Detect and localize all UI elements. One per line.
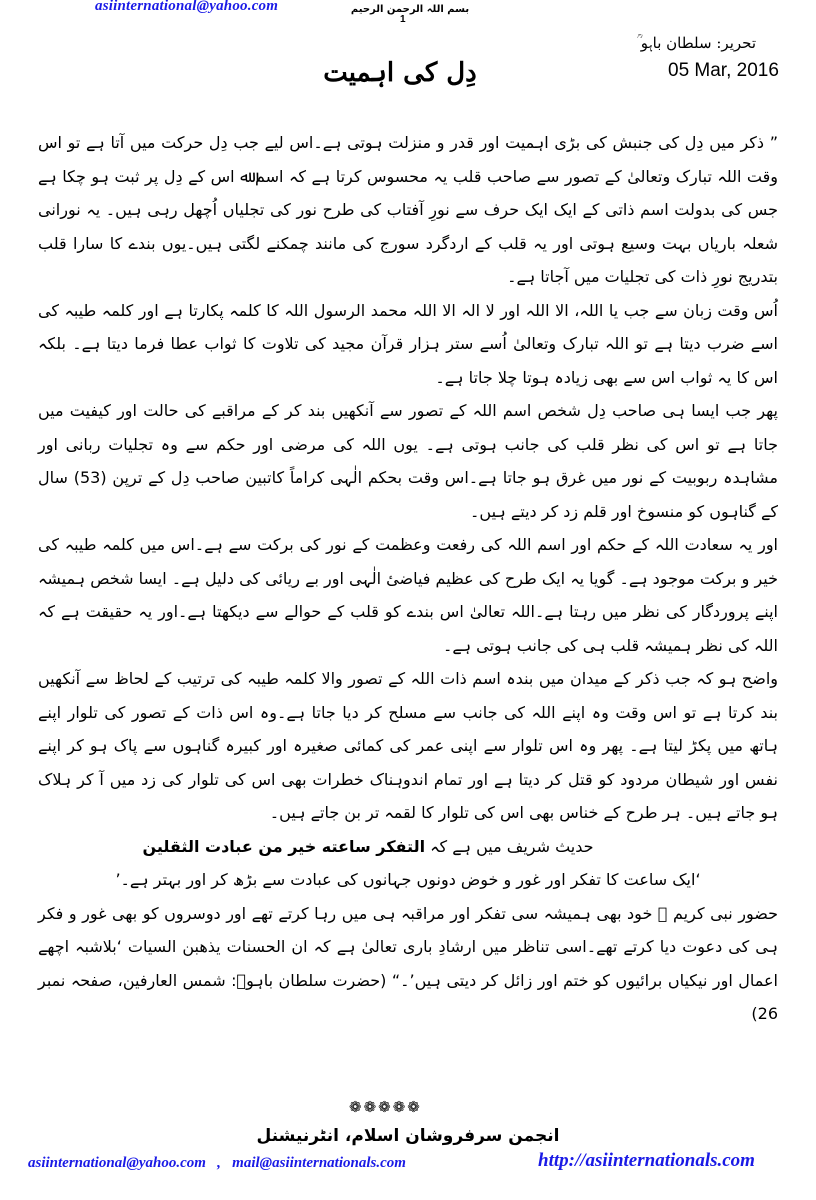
publish-date: 05 Mar, 2016: [668, 60, 779, 81]
star-divider-icon: ❁❁❁❁❁: [349, 1098, 422, 1116]
paragraph: اور یہ سعادت اللہ کے حکم اور اسم اللہ کی رفعت وعظمت کے نور کی برکت سے ہے۔اس میں کلمہ طیبہ کی خیر و برکت موجود ہے۔ گویا یہ ایک طرح کی عظیم فیاضیٔ الٰہی اور بے ریائی کی دلیل ہے۔ ایسا شخص ہمیشہ اپنے پروردگار کی نظر میں رہتا ہے۔اللہ تعالیٰ اس بندے کو قلب کے حوالے سے دیکھتا ہے۔اور یہ حقیقت ہے کہ اللہ کی نظر ہمیشہ قلب ہی کی جانب ہوتی ہے۔: [38, 535, 779, 655]
article-title: دِل کی اہمیت: [323, 58, 477, 88]
paragraph: اُس وقت زبان سے جب یا اللہ، الا اللہ اور لا الہ الا اللہ محمد الرسول اللہ کا کلمہ پکارتا ہے اور کلمہ طیبہ کی اسے ضرب دیتا ہے تو اللہ تبارک وتعالیٰ اُسے ستر ہزار قرآن مجید کی تلاوت کا ثواب عطا فرما دیتا ہے۔ بلکہ اس کا یہ ثواب اس سے بھی زیادہ ہوتا چلا جاتا ہے۔: [38, 300, 778, 387]
paragraph: ” ذکر میں دِل کی جنبش کی بڑی اہمیت اور قدر و منزلت ہوتی ہے۔اس لیے جب دِل حرکت میں آتا ہے تو اس وقت اللہ تبارک وتعالیٰ کے تصور سے صاحب قلب یہ محسوس کرتا ہے کہ اسم ﷲ اس کے دِل پر ثبت ہو چکا ہے جس کی بدولت اسم ذاتی کے ایک ایک حرف سے نورِ آفتاب کی طرح نور کی تجلیاں اُچھل رہی ہیں۔ یہ نورانی شعلہ باریاں بہت وسیع ہوتی اور یہ قلب کے اردگرد سورج کی مانند چمکنے لگتی ہیں۔یوں بندے کا سارا قلب بتدریج نورِ ذات کی تجلیات میں آجاتا ہے۔: [38, 133, 778, 286]
hadith-line: [38, 830, 778, 864]
hadith-intro: حدیث شریف میں ہے کہ: [430, 836, 594, 856]
header-email-link[interactable]: asiinternational@yahoo.com: [95, 0, 279, 14]
bismillah-text: بسم اللہ الرحمن الرحیم: [350, 4, 470, 15]
hadith-translation: ‘ایک ساعت کا تفکر اور غور و خوض دونوں جہانوں کی عبادت سے بڑھ کر اور بہتر ہے۔’: [115, 870, 701, 889]
page-number: 1: [400, 14, 406, 25]
hadith-arabic: التفکر ساعته خیر من عبادت الثقلین: [142, 836, 426, 856]
paragraph: پھر جب ایسا ہی صاحب دِل شخص اسم اللہ کے تصور سے آنکھیں بند کر کے مراقبے کی حالت اور کیفیت میں جاتا ہے تو اس کی نظر قلب کی جانب ہوتی ہے۔ یوں اللہ کی مرضی اور حکم سے وہ تجلیات ربانی اور مشاہدہ ربوبیت کے نور میں غرق ہو جاتا ہے۔اس وقت بحکم الٰہی کراماً کاتبین صاحب دِل کے ترپن (53) سال کے گناہوں کو منسوخ اور قلم زد کر دیتے ہیں۔: [38, 401, 778, 521]
paragraph: واضح ہو کہ جب ذکر کے میدان میں بندہ اسم ذات اللہ کے تصور والا کلمہ طیبہ کی ترتیب کے لحاظ سے آنکھیں بند کرتا ہے تو اس وقت وہ اپنے اللہ کی جانب سے مسلح کر دیا جاتا ہے۔وہ اس ذات کے تصور کی تلوار اپنے ہاتھ میں پکڑ لیتا ہے۔ پھر وہ اس تلوار سے اپنی عمر کی کمائی صغیرہ اور کبیرہ گناہوں سے پاک ہو کر اپنے نفس اور شیطان مردود کو قتل کر دیتا ہے اور تمام اندوہناک خطرات بھی اس کی تلوار کی زد میں آ کر ہلاک ہو جاتے ہیں۔ ہر طرح کے خناس بھی اس کی تلوار کا لقمہ تر بن جاتے ہیں۔: [38, 669, 778, 822]
source-reference: (حضرت سلطان باہوؒ: شمس العارفین، صفحہ نمبر 26): [38, 970, 778, 1023]
organization-name: انجمن سرفروشان اسلام، انٹرنیشنل: [256, 1126, 560, 1146]
final-paragraph: [38, 897, 778, 1031]
article-body: [38, 126, 778, 1031]
final-paragraph-text: حضور نبی کریم ﷺ خود بھی ہمیشہ سی تفکر اور مراقبہ ہی میں رہا کرتے تھے اور دوسروں کو بھی غور و فکر ہی کی دعوت دیا کرتے تھے۔اسی تناظر میں ارشادِ باری تعالیٰ ہے کہ ان الحسنات یذھبن السیات ‘بلاشبہ اچھے اعمال اور نیکیاں برائیوں کو ختم اور زائل کر دیتی ہیں’۔“: [38, 903, 778, 990]
website-link[interactable]: http://asiinternationals.com: [538, 1150, 755, 1171]
footer-email-links[interactable]: asiinternational@yahoo.com , mail@asiinternationals.com: [28, 1155, 406, 1171]
author-byline: تحریر: سلطان باہو ؒ: [636, 34, 756, 52]
